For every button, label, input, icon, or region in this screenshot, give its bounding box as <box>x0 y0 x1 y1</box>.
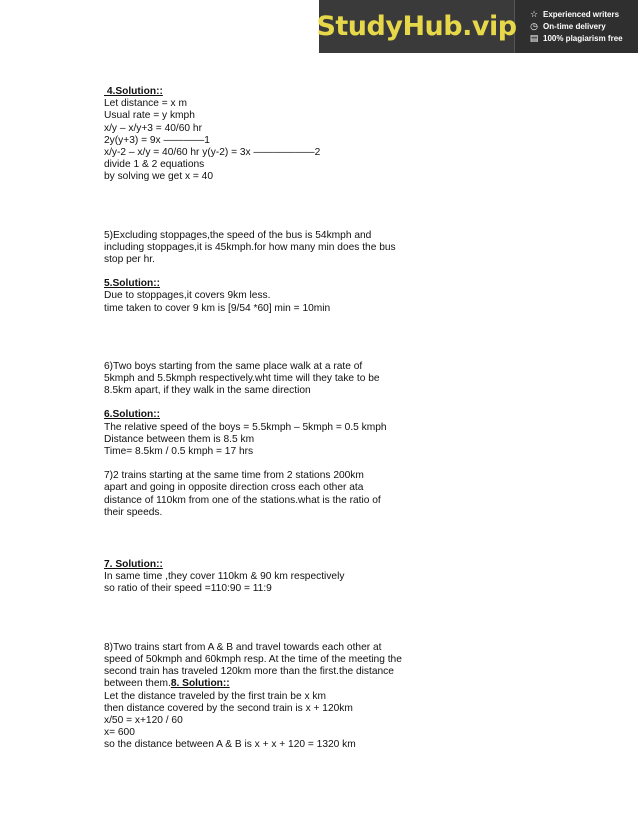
feature-item <box>529 34 638 43</box>
solution-4-line: divide 1 & 2 equations <box>104 159 205 171</box>
solution-4-line: x/y – x/y+3 = 40/60 hr <box>104 122 202 134</box>
document-body <box>104 86 434 752</box>
question-5-line: stop per hr. <box>104 254 155 266</box>
solution-8-line: x= 600 <box>104 727 135 739</box>
question-5-line: including stoppages,it is 45kmph.for how many min does the bus <box>104 241 396 253</box>
feature-item <box>529 10 638 19</box>
question-8-line: second train has traveled 120km more than the first.the distance <box>104 666 394 678</box>
solution-8-line: Let the distance traveled by the first train be x km <box>104 690 326 702</box>
question-6-line: 5kmph and 5.5kmph respectively.wht time will they take to be <box>104 373 380 385</box>
studyhub-banner[interactable] <box>316 0 638 53</box>
question-7-line: apart and going in opposite direction cross each other ata <box>104 482 364 494</box>
solution-6-heading: 6.Solution:: <box>104 409 161 421</box>
question-7-line: their speeds. <box>104 506 163 518</box>
question-7-line: 7)2 trains starting at the same time from 2 stations 200km <box>104 470 364 482</box>
solution-4-line: Usual rate = y kmph <box>104 110 195 122</box>
solution-5-line: Due to stoppages,it covers 9km less. <box>104 290 271 302</box>
solution-4-line: by solving we get x = 40 <box>104 171 214 183</box>
feature-label: Experienced writers <box>543 10 620 19</box>
brand-logo-area[interactable] <box>316 0 517 53</box>
question-8-line <box>104 678 434 690</box>
solution-4-line: x/y-2 – x/y = 40/60 hr y(y-2) = 3x ——————2 <box>104 147 321 159</box>
question-8-line: 8)Two trains start from A & B and travel towards each other at <box>104 641 382 653</box>
clock-icon: ◷ <box>530 21 538 31</box>
solution-7-line: In same time ,they cover 110km & 90 km respectively <box>104 571 345 583</box>
question-8-last-text: between them. <box>104 678 171 690</box>
brand-logo[interactable]: StudyHub.vip <box>316 11 517 42</box>
solution-6-line: Distance between them is 8.5 km <box>104 433 255 445</box>
solution-6-line: Time= 8.5km / 0.5 kmph = 17 hrs <box>104 446 254 458</box>
solution-5-heading: 5.Solution:: <box>104 278 161 290</box>
document-icon: ▤ <box>529 33 539 43</box>
question-7-line: distance of 110km from one of the stations.what is the ratio of <box>104 494 381 506</box>
question-5-line: 5)Excluding stoppages,the speed of the bus is 54kmph and <box>104 229 372 241</box>
solution-8-heading: 8. Solution:: <box>170 678 230 690</box>
solution-4-line: Let distance = x m <box>104 98 187 110</box>
solution-7-heading: 7. Solution:: <box>104 559 163 571</box>
feature-list <box>515 0 638 53</box>
solution-7-line: so ratio of their speed =110:90 = 11:9 <box>104 583 272 595</box>
question-8-line: speed of 50kmph and 60kmph resp. At the time of the meeting the <box>104 653 402 665</box>
question-6-line: 8.5km apart, if they walk in the same direction <box>104 385 311 397</box>
star-icon: ☆ <box>529 9 539 19</box>
solution-6-line: The relative speed of the boys = 5.5kmph – 5kmph = 0.5 kmph <box>104 421 387 433</box>
solution-5-line: time taken to cover 9 km is [9/54 *60] min = 10min <box>104 302 331 314</box>
solution-8-line: x/50 = x+120 / 60 <box>104 714 183 726</box>
question-6-line: 6)Two boys starting from the same place walk at a rate of <box>104 360 363 372</box>
feature-label: 100% plagiarism free <box>543 34 623 43</box>
solution-4-heading: 4.Solution:: <box>104 86 163 97</box>
feature-item <box>529 22 638 31</box>
solution-4-line: 2y(y+3) = 9x ————1 <box>104 134 210 146</box>
feature-label: On-time delivery <box>543 22 606 31</box>
solution-8-line: so the distance between A & B is x + x + 120 = 1320 km <box>104 739 356 751</box>
solution-8-line: then distance covered by the second train is x + 120km <box>104 702 353 714</box>
